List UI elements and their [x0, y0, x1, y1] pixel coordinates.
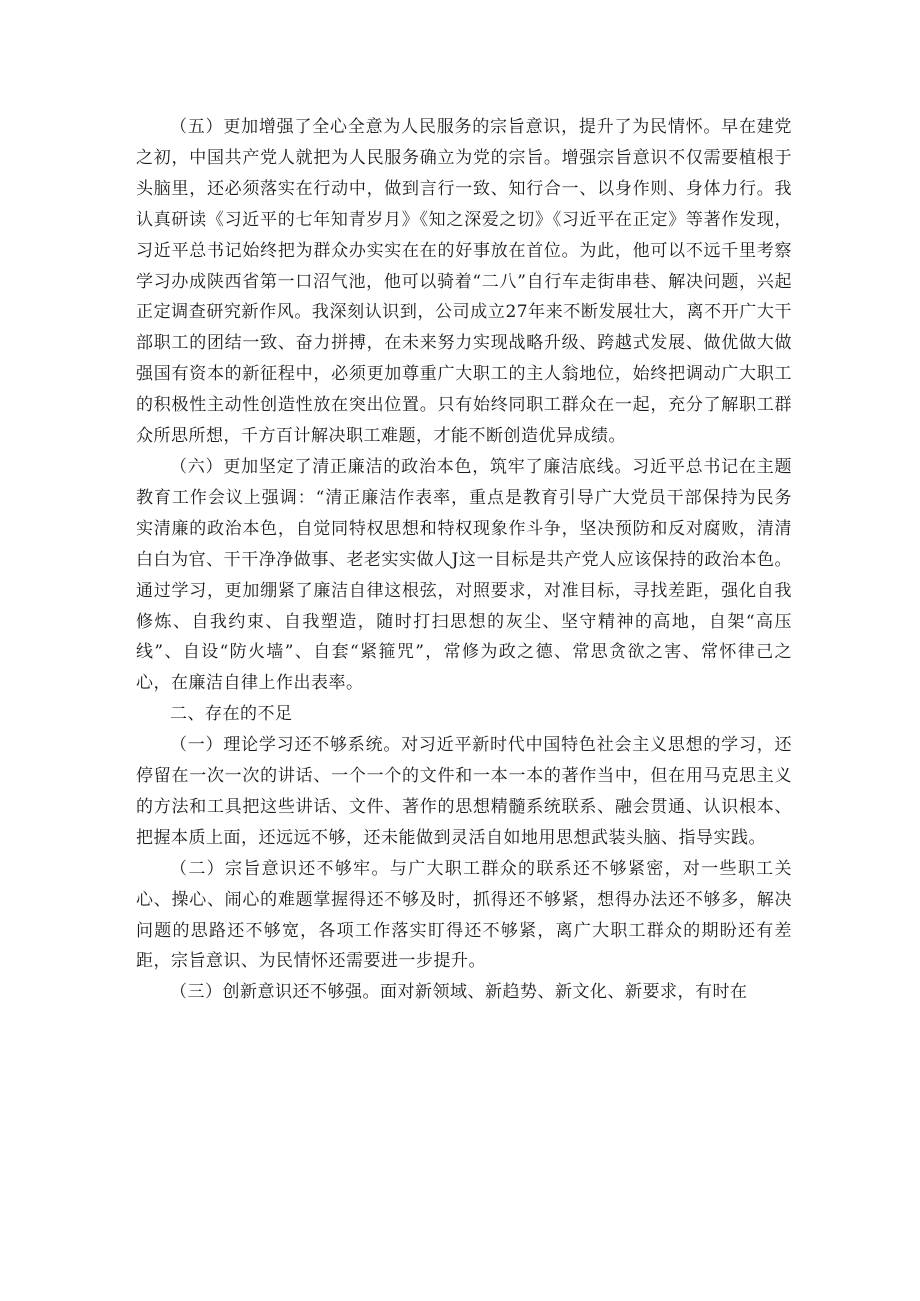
paragraph-shortcoming-2: （二）宗旨意识还不够牢。与广大职工群众的联系还不够紧密，对一些职工关心、操心、闹心的难题掌握得还不够及时，抓得还不够紧，想得办法还不够多，解决问题的思路还不够宽，各项工作落实盯得还不够紧，离广大职工群众的期盼还有差距，宗旨意识、为民情怀还需要进一步提升。: [136, 858, 792, 972]
paragraph-shortcoming-3: （三）创新意识还不够强。面对新领域、新趋势、新文化、新要求，有时在: [170, 982, 748, 1003]
section-heading-shortcomings: 二、存在的不足: [170, 704, 293, 725]
document-page: [136, 112, 792, 1008]
paragraph-shortcoming-1: （一）理论学习还不够系统。对习近平新时代中国特色社会主义思想的学习，还停留在一次一次的讲话、一个一个的文件和一本一本的著作当中，但在用马克思主义的方法和工具把这些讲话、文件、著作的思想精髓系统联系、融会贯通、认识根本、把握本质上面，还远远不够，还未能做到灵活自如地用思想武装头脑、指导实践。: [136, 735, 792, 848]
paragraph-section-6: （六）更加坚定了清正廉洁的政治本色，筑牢了廉洁底线。习近平总书记在主题教育工作会议上强调：“清正廉洁作表率，重点是教育引导广大党员干部保持为民务实清廉的政治本色，自觉同特权思想和特权现象作斗争，坚决预防和反对腐败，清清白白为官、干干净净做事、老老实实做人J这一目标是共产党人应该保持的政治本色。通过学习，更加绷紧了廉洁自律这根弦，对照要求，对准目标，寻找差距，强化自我修炼、自我约束、自我塑造，随时打扫思想的灰尘、坚守精神的高地，自架“高压线”、自设“防火墙”、自套“紧箍咒”，常修为政之德、常思贪欲之害、常怀律己之心，在廉洁自律上作出表率。: [136, 456, 792, 694]
paragraph-section-5: （五）更加增强了全心全意为人民服务的宗旨意识，提升了为民情怀。早在建党之初，中国共产党人就把为人民服务确立为党的宗旨。增强宗旨意识不仅需要植根于头脑里，还必须落实在行动中，做到言行一致、知行合一、以身作则、身体力行。我认真研读《习近平的七年知青岁月》《知之深爱之切》《习近平在正定》等著作发现，习近平总书记始终把为群众办实实在在的好事放在首位。为此，他可以不远千里考察学习办成陕西省第一口沼气池，他可以骑着“二八”自行车走街串巷、解决问题，兴起正定调查研究新作风。我深刻认识到，公司成立27年来不断发展壮大，离不开广大干部职工的团结一致、奋力拼搏，在未来努力实现战略升级、跨越式发展、做优做大做强国有资本的新征程中，必须更加尊重广大职工的主人翁地位，始终把调动广大职工的积极性主动性创造性放在突出位置。只有始终同职工群众在一起，充分了解职工群众所思所想，千方百计解决职工难题，才能不断创造优异成绩。: [136, 117, 792, 447]
